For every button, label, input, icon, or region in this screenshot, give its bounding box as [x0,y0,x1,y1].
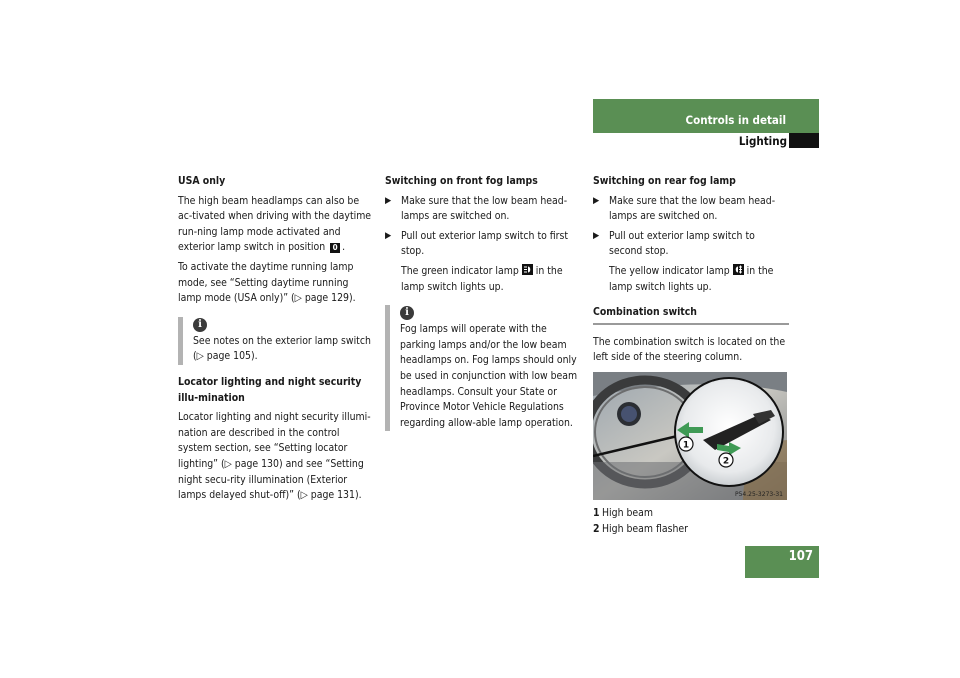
caption-number: 1 [593,506,600,519]
caption-item [593,506,789,522]
indicator-text: The green indicator lamp [401,264,519,277]
note-box [178,317,374,365]
rear-fog-heading: Switching on rear fog lamp [593,175,736,187]
usa-text: The high beam headlamps can also be ac-tivated when driving with the daytime run-ning lamp mode activated and exterior lamp switch in position [178,194,372,254]
step-text: Make sure that the low beam head-lamps are switched on. [609,194,776,223]
step-item [385,229,581,260]
column-2 [385,174,581,441]
usa-text-end: . [342,241,346,254]
step-item [593,194,789,225]
step-item [593,229,789,260]
info-icon: i [193,318,207,332]
subsection-row [593,133,819,151]
caption-number: 2 [593,522,600,535]
step-item [385,194,581,225]
steering-column-illustration [593,372,787,500]
subsection-title: Lighting [738,134,787,148]
step-text: Pull out exterior lamp switch to first stop. [401,229,569,258]
indicator-text: The yellow indicator lamp [609,264,730,277]
bullet-arrow-icon: ▶ [385,195,392,206]
bullet-arrow-icon: ▶ [593,230,600,241]
bullet-arrow-icon: ▶ [385,230,392,241]
caption-label: High beam [602,506,653,519]
column-1 [178,174,374,508]
usa-heading: USA only [178,175,226,187]
combination-switch-text: The combination switch is located on the left side of the steering column. [593,335,786,364]
caption-label: High beam flasher [602,522,688,535]
combination-switch-heading: Combination switch [593,305,789,325]
locator-heading: Locator lighting and night security illu-mination [178,375,362,404]
info-icon: i [400,306,414,320]
usa-paragraph [178,194,374,256]
caption-list [593,506,789,537]
step-text: Make sure that the low beam head-lamps are switched on. [401,194,568,223]
rear-fog-lamp-icon [733,264,744,275]
subsection-marker [789,133,819,148]
callout-1: 1 [682,440,690,451]
photo-code: P54.25-3273-31 [734,490,783,498]
note-box [385,305,581,431]
locator-paragraph: Locator lighting and night security illumi-nation are described in the control system section, see “Setting locator lighting” (▷ page 130) and see “Setting night secu-rity illumination (Exterior lamps delayed shut-off)” (▷ page 131). [178,411,371,502]
step-text: Pull out exterior lamp switch to second stop. [609,229,755,258]
section-title: Controls in detail [685,113,786,127]
column-3 [593,174,789,537]
note-text: See notes on the exterior lamp switch (▷ page 105). [193,334,371,363]
switch-position-icon: 0 [330,243,340,253]
note-text: Fog lamps will operate with the parking lamps and/or the low beam headlamps on. Fog lamps should only be used in conjunction with low beam headlamps. Consult your State or Province Motor Vehicle Regulations regarding allow-able lamp operation. [400,323,578,429]
combination-switch-photo [593,372,787,500]
callout-2: 2 [722,456,730,467]
front-fog-heading: Switching on front fog lamps [385,175,538,187]
bullet-arrow-icon: ▶ [593,195,600,206]
page-number: 107 [788,549,813,564]
daytime-paragraph: To activate the daytime running lamp mode, see “Setting daytime running lamp mode (USA only)” (▷ page 129). [178,260,356,305]
front-fog-lamp-icon [522,264,533,275]
indicator-text-end: in the lamp switch lights up. [609,264,774,293]
indicator-paragraph [385,264,581,295]
caption-item [593,522,789,538]
indicator-text-end: in the lamp switch lights up. [401,264,563,293]
indicator-paragraph [593,264,789,295]
